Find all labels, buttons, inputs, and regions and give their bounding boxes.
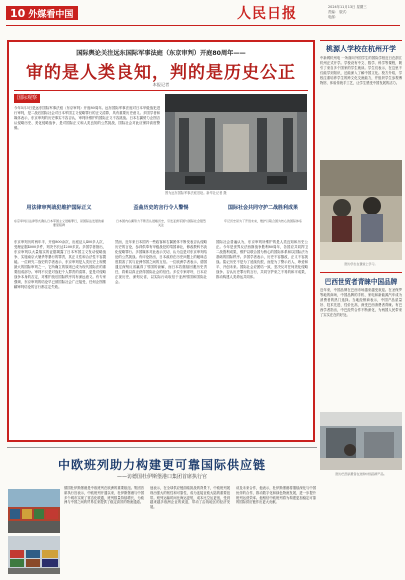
section-title: 外媒看中国 bbox=[28, 9, 74, 20]
subhead-1: 用法律审判战犯维护国际正义 bbox=[26, 205, 92, 211]
right-mid-rule bbox=[320, 272, 402, 273]
tribunal-building-photo[interactable] bbox=[165, 94, 307, 190]
port-containers-photo[interactable] bbox=[8, 536, 60, 574]
masthead-divider bbox=[6, 25, 400, 26]
article-subheads bbox=[14, 205, 308, 237]
train-illustration bbox=[8, 489, 60, 533]
brazil-store-photo[interactable] bbox=[320, 412, 402, 470]
article-headline[interactable]: 审的是人类良知，判的是历史公正 bbox=[26, 63, 296, 83]
bottom-column-1: 德国杜伊斯堡港是中欧班列在欧洲的重要枢纽。集团首席执行官表示，中欧班列开通以来，杜伊斯堡港与中国多个城市实现了常态化联通，班列数量持续增长，为欧洲与中国之间的贸易往来提供了稳定高效的物流通道。 bbox=[64, 486, 144, 505]
bottom-subtitle: ——访德国杜伊斯堡港口集团首席执行官 bbox=[116, 474, 207, 480]
right-photo-2-caption: 图为巴西消费者在选购中国品牌产品。 bbox=[335, 472, 387, 476]
subhead-note-1: 东京审判以法律形式确认日本军国主义侵略罪行，是国际法发展的重要里程碑 bbox=[14, 219, 105, 228]
article-byline: 本报记者 bbox=[152, 82, 170, 87]
article-body bbox=[14, 240, 308, 436]
bottom-article-body bbox=[64, 486, 316, 576]
bottom-headline[interactable]: 中欧班列助力构建更可靠国际供应链 bbox=[57, 458, 266, 472]
freight-train-photo[interactable] bbox=[8, 489, 60, 533]
article-column-2: 然而，近年来日本国内一些政客和右翼团体不断发表否认侵略历史的言论，参拜供奉有甲级战犯的靖国神社，修改教科书淡化侵略罪行。多国媒体对此表示关切，认为这是对东京审判结论的公然挑战。有评论指出，日本政府在历史问题上的暧昧态度损害了其与亚洲邻国之间的互信。一位欧洲学者表示，德国通过深刻反省赢得了邻国的谅解，而日本若继续回避历史责任，将难以真正获得国际社会的信任。多位专家呼吁，日本应正视历史、深刻反省，以实际行动取信于亚洲邻国和国际社会。 bbox=[115, 240, 207, 284]
store-illustration bbox=[320, 412, 402, 470]
subhead-note-2: 日本国内右翼势力不断否认侵略历史，引发亚洲邻国与国际社会强烈关注 bbox=[116, 219, 207, 228]
photo-caption: 图为远东国际军事法庭旧址。新华社记者 摄 bbox=[165, 191, 227, 195]
article-kicker: 国际舆论关注远东国际军事法庭（东京审判）开庭80周年—— bbox=[76, 50, 246, 57]
page-number: 10 bbox=[10, 6, 26, 20]
article-column-3: 国际社会普遍认为，东京审判所维护的是人类良知和历史公正。今年是世界反法西斯战争胜利80周年，各国应共同捍卫二战胜利成果，维护以联合国为核心的国际体系和以国际法为基础的国际秩序。多国学者表示，历史不容篡改，正义不容挑战。铭记历史不是为了延续仇恨，而是为了警示后人、珍爱和平、开创未来。国际社会应团结一致，坚决反对任何美化侵略战争、否认历史罪行的言行，共同守护来之不易的和平成果，推动构建人类命运共同体。 bbox=[216, 240, 308, 279]
masthead-editors: 责编： 版式： bbox=[328, 10, 350, 14]
right-story-1-title[interactable]: 桃源人学校在杭州开学 bbox=[326, 45, 396, 53]
bottom-divider bbox=[7, 447, 317, 448]
school-classroom-photo[interactable] bbox=[320, 160, 402, 260]
page-section-tab bbox=[6, 6, 78, 20]
containers-illustration bbox=[8, 536, 60, 574]
subhead-3: 国际社会共同守护二战胜利成果 bbox=[227, 205, 298, 211]
masthead-date: 2024年11月13日 星期三 bbox=[328, 5, 367, 9]
article-lead-text: 今年5月3日是远东国际军事法庭（东京审判）开庭80周年。远东国际军事法庭对日本甲级战犯进行审判，是二战后国际社会对日本军国主义侵略罪行的正义清算，具有重要历史意义。多国学者和媒体表示，东京审判的历史事实不容否认，审判所维护的国际正义不容挑战。日本右翼势力企图否认侵略历史、美化侵略战争，是对国际正义和人类良知的公然挑战，国际社会对此应保持高度警惕。 bbox=[14, 106, 160, 130]
right-story-2-text: 近年来，中国品牌在巴西市场越来越受欢迎。在圣保罗等地的商场，中国品牌的手机、家电和新能源汽车成为消费者的热门选择。当地经销商表示，中国产品质量好、技术先进、性价比高，深受巴西消费者青睐。有巴西学者指出，中巴经贸合作不断深化，为两国人民带来了实实在在的好处。 bbox=[320, 288, 402, 317]
masthead-info bbox=[328, 5, 400, 20]
right-photo-1-caption: 图为学生在课堂上学习。 bbox=[344, 262, 378, 266]
right-story-1-text: 中新网杭州电 一所面向外国学生的国际学校近日在浙江杭州正式开学。学校设有中文、数学、科学等课程，吸引了来自多个国家的学生就读。学生们表示，在这里不仅能学到知识，还能深入了解中国文化。校方介绍，学校注重培养学生的跨文化交流能力，并组织学生参观博物馆、体验传统手工艺，让学生感受中国发展的活力。 bbox=[320, 56, 402, 85]
bottom-column-3: 谈及未来合作，他表示，杜伊斯堡港将继续深化与中国伙伴的合作，推动数字化和绿色物流发展，进一步提升班列运营效率。他相信中欧班列将为构建更加稳定可靠的国际供应链作出更大贡献。 bbox=[236, 486, 316, 505]
masthead bbox=[0, 0, 405, 28]
right-column bbox=[320, 40, 402, 480]
masthead-email: 电邮： bbox=[328, 15, 339, 19]
subhead-note-3: 牢记历史是为了开创未来，维护以联合国为核心的国际体系 bbox=[223, 219, 302, 223]
newspaper-logo: 人民日报 bbox=[237, 6, 297, 22]
right-story-2-title[interactable]: 巴西世贸者青睐中国品牌 bbox=[324, 278, 398, 286]
right-top-rule bbox=[320, 40, 402, 41]
article-column-1: 东京审判历时两年半，开庭800余次，出庭证人400多人次，受理证据4000多件，判决书长达1200多页。多国学者指出，东京审判以大量翔实的证据揭露了日本军国主义发动侵略战争、实施南京大屠杀等暴行的罪责，其正义性和合法性不容置疑。一位研究二战史的学者表示，东京审判是人类历史上规模最大的国际审判之一，它所确立的原则已成为现代国际法的重要组成部分。审判不仅是对战犯个人罪责的清算，更是对侵略战争本身的否定，对维护战后国际秩序具有深远意义。有专家强调，东京审判的结论早已被国际社会广泛接受，任何企图推翻审判结论的言行都注定失败。 bbox=[14, 240, 106, 289]
article-tag: 国际观察 bbox=[14, 94, 40, 103]
bottom-column-2: 他表示，在全球供应链面临挑战的背景下，中欧班列展现出强大的韧性和可靠性，成为连接亚欧大陆的重要纽带。班列运输时间比海运更短，成本比空运更低，受到越来越多欧洲企业的欢迎，带动了沿线地区的经济发展。 bbox=[150, 486, 230, 510]
photo-illustration bbox=[165, 94, 307, 190]
subhead-2: 歪曲历史的言行令人警惕 bbox=[133, 205, 189, 211]
headline-divider bbox=[14, 90, 308, 91]
classroom-illustration bbox=[320, 160, 402, 260]
